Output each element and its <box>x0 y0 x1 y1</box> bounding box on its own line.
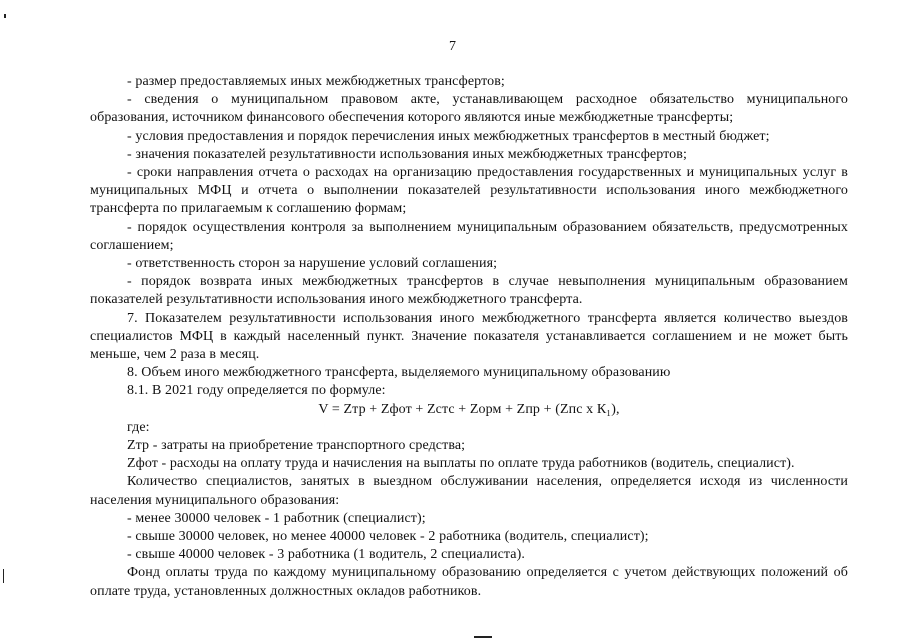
paragraph-section-7: 7. Показателем результативности использования иного межбюджетного трансферта является количество выездов специалистов МФЦ в каждый населенный пункт. Значение показателя устанавливается соглашением и не может быть меньше, чем 2 раза в месяц. <box>90 310 848 363</box>
page-number: 7 <box>449 39 456 54</box>
paragraph-section-8: 8. Объем иного межбюджетного трансферта, выделяемого муниципальному образованию <box>127 365 671 381</box>
list-item-return-procedure: - порядок возврата иных межбюджетных трансфертов в случае невыполнения муниципальным образованием показателей результативности использования иного межбюджетного трансферта. <box>90 274 848 308</box>
paragraph-specialists-count: Количество специалистов, занятых в выездном обслуживании населения, определяется исходя из численности населения муниципального образования: <box>90 474 848 508</box>
list-item-under-30000: - менее 30000 человек - 1 работник (специалист); <box>127 510 426 526</box>
paragraph-section-8-1: 8.1. В 2021 году определяется по формуле: <box>127 383 386 399</box>
scan-artifact-mark <box>3 569 4 583</box>
list-item-indicator-values: - значения показателей результативности использования иных межбюджетных трансфертов; <box>127 146 687 162</box>
list-item-30000-40000: - свыше 30000 человек, но менее 40000 человек - 2 работника (водитель, специалист); <box>127 529 649 545</box>
definition-where: где: <box>127 419 150 435</box>
list-item-over-40000: - свыше 40000 человек - 3 работника (1 водитель, 2 специалиста). <box>127 547 525 563</box>
list-item-control-procedure: - порядок осуществления контроля за выполнением муниципальным образованием обязательств, предусмотренных соглашением; <box>90 219 848 253</box>
paragraph-wage-fund: Фонд оплаты труда по каждому муниципальному образованию определяется с учетом действующих положений об оплате труда, установленных должностных окладов работников. <box>90 565 848 599</box>
scan-artifact-mark <box>4 14 6 18</box>
list-item-report-deadlines: - сроки направления отчета о расходах на организацию предоставления государственных и муниципальных услуг в муниципальных МФЦ и отчета о выполнении показателей результативности использования иного межбюджетного трансферта по прилагаемым к соглашению формам; <box>90 165 848 217</box>
definition-ztr: Zтр - затраты на приобретение транспортного средства; <box>127 438 466 454</box>
formula: V = Zтр + Zфот + Zстс + Zорм + Zпр + (Zпс х К₁), <box>318 401 620 417</box>
list-item-transfer-size: - размер предоставляемых иных межбюджетных трансфертов; <box>127 74 505 89</box>
scan-artifact-mark <box>474 636 492 638</box>
list-item-legal-act: - сведения о муниципальном правовом акте, устанавливающем расходное обязательство муниципального образования, источником финансового обеспечения которого являются иные межбюджетные трансферты; <box>90 92 848 126</box>
definition-zfot: Zфот - расходы на оплату труда и начисления на выплаты по оплате труда работников (водитель, специалист). <box>127 456 795 472</box>
document-body <box>90 73 848 601</box>
list-item-responsibility: - ответственность сторон за нарушение условий соглашения; <box>127 256 498 272</box>
list-item-conditions: - условия предоставления и порядок перечисления иных межбюджетных трансфертов в местный бюджет; <box>127 128 770 144</box>
